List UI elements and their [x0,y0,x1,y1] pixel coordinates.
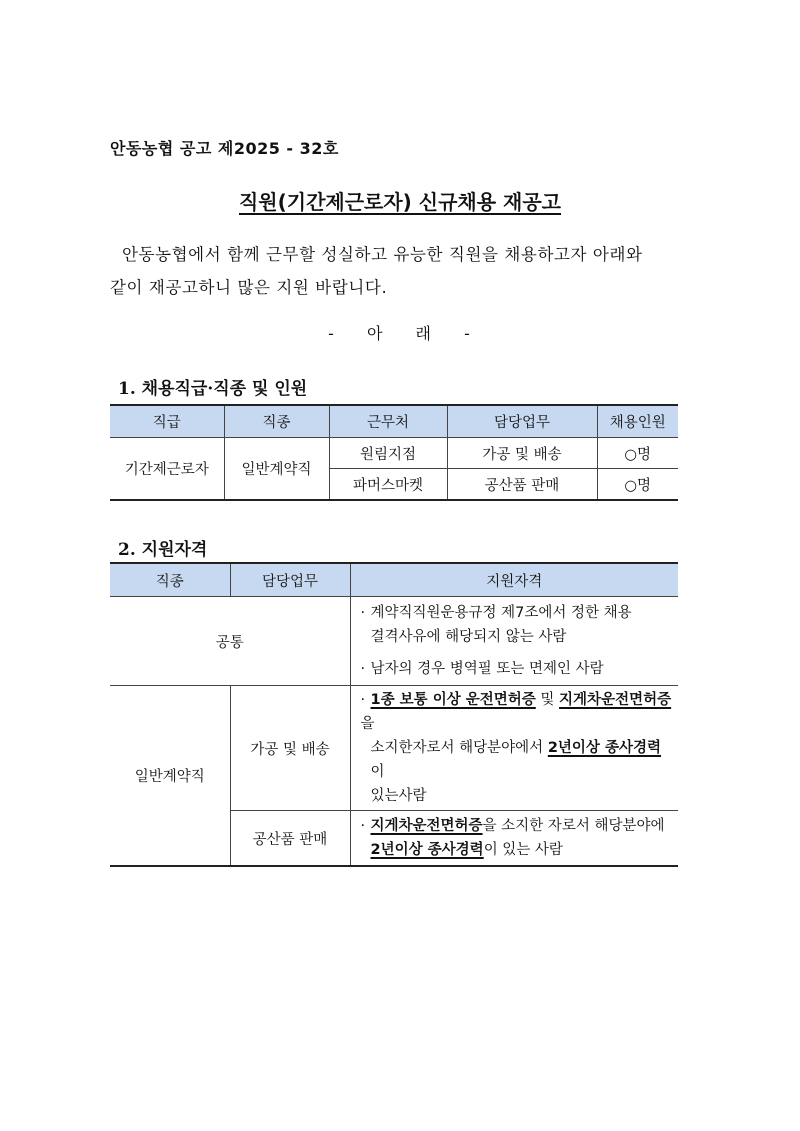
qualification-item: · 지게차운전면허증을 소지한 자로서 해당분야에 [360,818,665,834]
notice-number: 안동농협 공고 제2025 - 32호 [110,139,339,158]
common-qualification-cell [350,597,678,686]
count-cell: ○명 [597,438,678,469]
qualification-item-cont: 결격사유에 해당되지 않는 사람 [370,629,567,645]
qualification-item: · 남자의 경우 병역필 또는 면제인 사람 [360,661,604,677]
table-header-row [110,563,678,597]
duty1-qualification-cell [350,686,678,811]
header-grade: 직급 [110,405,224,438]
duty-cell: 공산품 판매 [230,811,350,867]
general-label-cell: 일반계약직 [110,686,230,867]
job-type-cell: 일반계약직 [224,438,329,501]
section-divider-label: - 아 래 - [328,324,472,343]
duty-cell: 가공 및 배송 [230,686,350,811]
page-title: 직원(기간제근로자) 신규채용 재공고 [238,190,561,214]
table-row [110,597,678,686]
section1-heading: 1. 채용직급·직종 및 인원 [118,379,308,399]
table-row [110,438,678,469]
duty-cell: 공산품 판매 [447,469,597,501]
header-job-type: 직종 [110,563,230,597]
qualification-item: · 1종 보통 이상 운전면허증 및 지게차운전면허증을 [360,692,672,732]
header-workplace: 근무처 [329,405,447,438]
qualification-item-cont: 소지한자로서 해당분야에서 2년이상 종사경력이 [370,740,661,780]
table-header-row [110,405,678,438]
qualification-table [110,562,678,867]
workplace-cell: 파머스마켓 [329,469,447,501]
intro-paragraph [110,238,710,304]
header-duty: 담당업무 [230,563,350,597]
recruitment-table [110,404,678,501]
qualification-item: · 계약직직원운용규정 제7조에서 정한 채용 [360,605,632,621]
header-duty: 담당업무 [447,405,597,438]
table-row [110,686,678,811]
qualification-item-cont: 2년이상 종사경력이 있는 사람 [370,842,563,858]
intro-line-1: 안동농협에서 함께 근무할 성실하고 유능한 직원을 채용하고자 아래와 [122,245,643,264]
header-job-type: 직종 [224,405,329,438]
intro-line-2: 같이 재공고하니 많은 지원 바랍니다. [110,278,388,297]
count-cell: ○명 [597,469,678,501]
duty-cell: 가공 및 배송 [447,438,597,469]
workplace-cell: 원림지점 [329,438,447,469]
qualification-item-cont: 있는사람 [370,788,427,804]
duty2-qualification-cell [350,811,678,867]
grade-cell: 기간제근로자 [110,438,224,501]
header-qualification: 지원자격 [350,563,678,597]
section2-heading: 2. 지원자격 [118,540,208,560]
common-label-cell: 공통 [110,597,350,686]
header-count: 채용인원 [597,405,678,438]
